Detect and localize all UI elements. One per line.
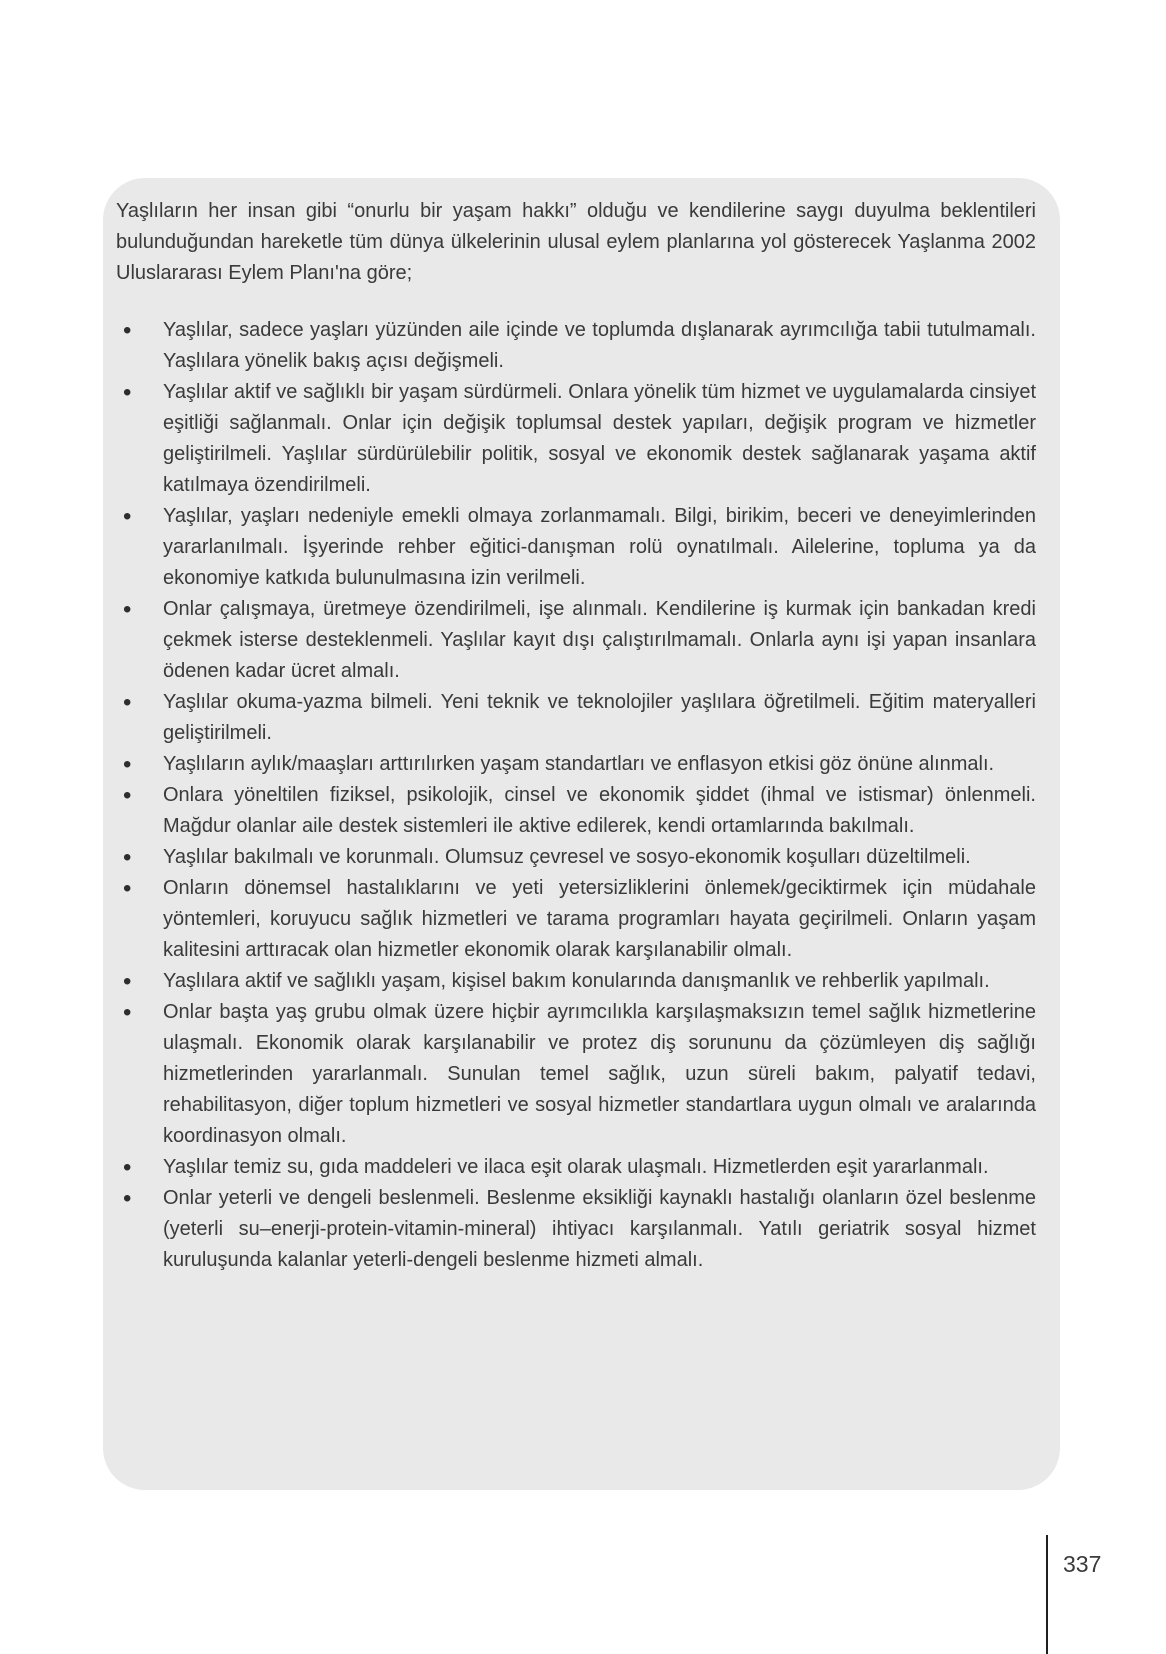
bullet-list (116, 315, 1036, 1276)
bullet-item: • Yaşlılar bakılmalı ve korunmalı. Olumsuz çevresel ve sosyo-ekonomik koşulları düzeltilmeli. (116, 842, 1036, 873)
highlight-box (103, 178, 1060, 1490)
folio-divider (1046, 1535, 1048, 1654)
bullet-item: • Yaşlılara aktif ve sağlıklı yaşam, kişisel bakım konularında danışmanlık ve rehberlik yapılmalı. (116, 966, 1036, 997)
bullet-item: • Yaşlılar temiz su, gıda maddeleri ve ilaca eşit olarak ulaşmalı. Hizmetlerden eşit yararlanmalı. (116, 1152, 1036, 1183)
bullet-item: • Yaşlılar aktif ve sağlıklı bir yaşam sürdürmeli. Onlara yönelik tüm hizmet ve uygulamalarda cinsiyet eşitliği sağlanmalı. Onlar için değişik toplumsal destek yapıları, değişik program ve hizmetler geliştirilmeli. Yaşlılar sürdürülebilir politik, sosyal ve ekonomik destek sağlanarak yaşama aktif katılmaya özendirilmeli. (116, 377, 1036, 501)
bullet-item: • Yaşlılar, yaşları nedeniyle emekli olmaya zorlanmamalı. Bilgi, birikim, beceri ve deneyimlerinden yararlanılmalı. İşyerinde rehber eğitici-danışman rolü oynatılmalı. Ailelerine, topluma ya da ekonomiye katkıda bulunulmasına izin verilmeli. (116, 501, 1036, 594)
page-number: 337 (1063, 1551, 1102, 1577)
bullet-item: • Onlar çalışmaya, üretmeye özendirilmeli, işe alınmalı. Kendilerine iş kurmak için bankadan kredi çekmek isterse desteklenmeli. Yaşlılar kayıt dışı çalıştırılmamalı. Onlarla aynı işi yapan insanlara ödenen kadar ücret almalı. (116, 594, 1036, 687)
bullet-item: • Onların dönemsel hastalıklarını ve yeti yetersizliklerini önlemek/geciktirmek için müdahale yöntemleri, koruyucu sağlık hizmetleri ve tarama programları hayata geçirilmeli. Onların yaşam kalitesini arttıracak olan hizmetler ekonomik olarak karşılanabilir olmalı. (116, 873, 1036, 966)
bullet-item: • Yaşlıların aylık/maaşları arttırılırken yaşam standartları ve enflasyon etkisi göz önüne alınmalı. (116, 749, 1036, 780)
bullet-item: • Onlar yeterli ve dengeli beslenmeli. Beslenme eksikliği kaynaklı hastalığı olanların özel beslenme (yeterli su–enerji-protein-vitamin-mineral) ihtiyacı karşılanmalı. Yatılı geriatrik sosyal hizmet kuruluşunda kalanlar yeterli-dengeli beslenme hizmeti almalı. (116, 1183, 1036, 1276)
bullet-item: • Onlara yöneltilen fiziksel, psikolojik, cinsel ve ekonomik şiddet (ihmal ve istismar) önlenmeli. Mağdur olanlar aile destek sistemleri ile aktive edilerek, kendi ortamlarında bakılmalı. (116, 780, 1036, 842)
bullet-item: • Yaşlılar okuma-yazma bilmeli. Yeni teknik ve teknolojiler yaşlılara öğretilmeli. Eğitim materyalleri geliştirilmeli. (116, 687, 1036, 749)
intro-paragraph: Yaşlıların her insan gibi “onurlu bir yaşam hakkı” olduğu ve kendilerine saygı duyulma beklentileri bulunduğundan hareketle tüm dünya ülkelerinin ulusal eylem planlarına yol gösterecek Yaşlanma 2002 Uluslararası Eylem Planı'na göre; (116, 200, 1036, 284)
bullet-item: • Yaşlılar, sadece yaşları yüzünden aile içinde ve toplumda dışlanarak ayrımcılığa tabii tutulmamalı. Yaşlılara yönelik bakış açısı değişmeli. (116, 315, 1036, 377)
bullet-item: • Onlar başta yaş grubu olmak üzere hiçbir ayrımcılıkla karşılaşmaksızın temel sağlık hizmetlerine ulaşmalı. Ekonomik olarak karşılanabilir ve protez diş sorununu da çözümleyen diş sağlığı hizmetlerinden yararlanmalı. Sunulan temel sağlık, uzun süreli bakım, palyatif tedavi, rehabilitasyon, diğer toplum hizmetleri ve sosyal hizmetler standartlara uygun olmalı ve aralarında koordinasyon olmalı. (116, 997, 1036, 1152)
